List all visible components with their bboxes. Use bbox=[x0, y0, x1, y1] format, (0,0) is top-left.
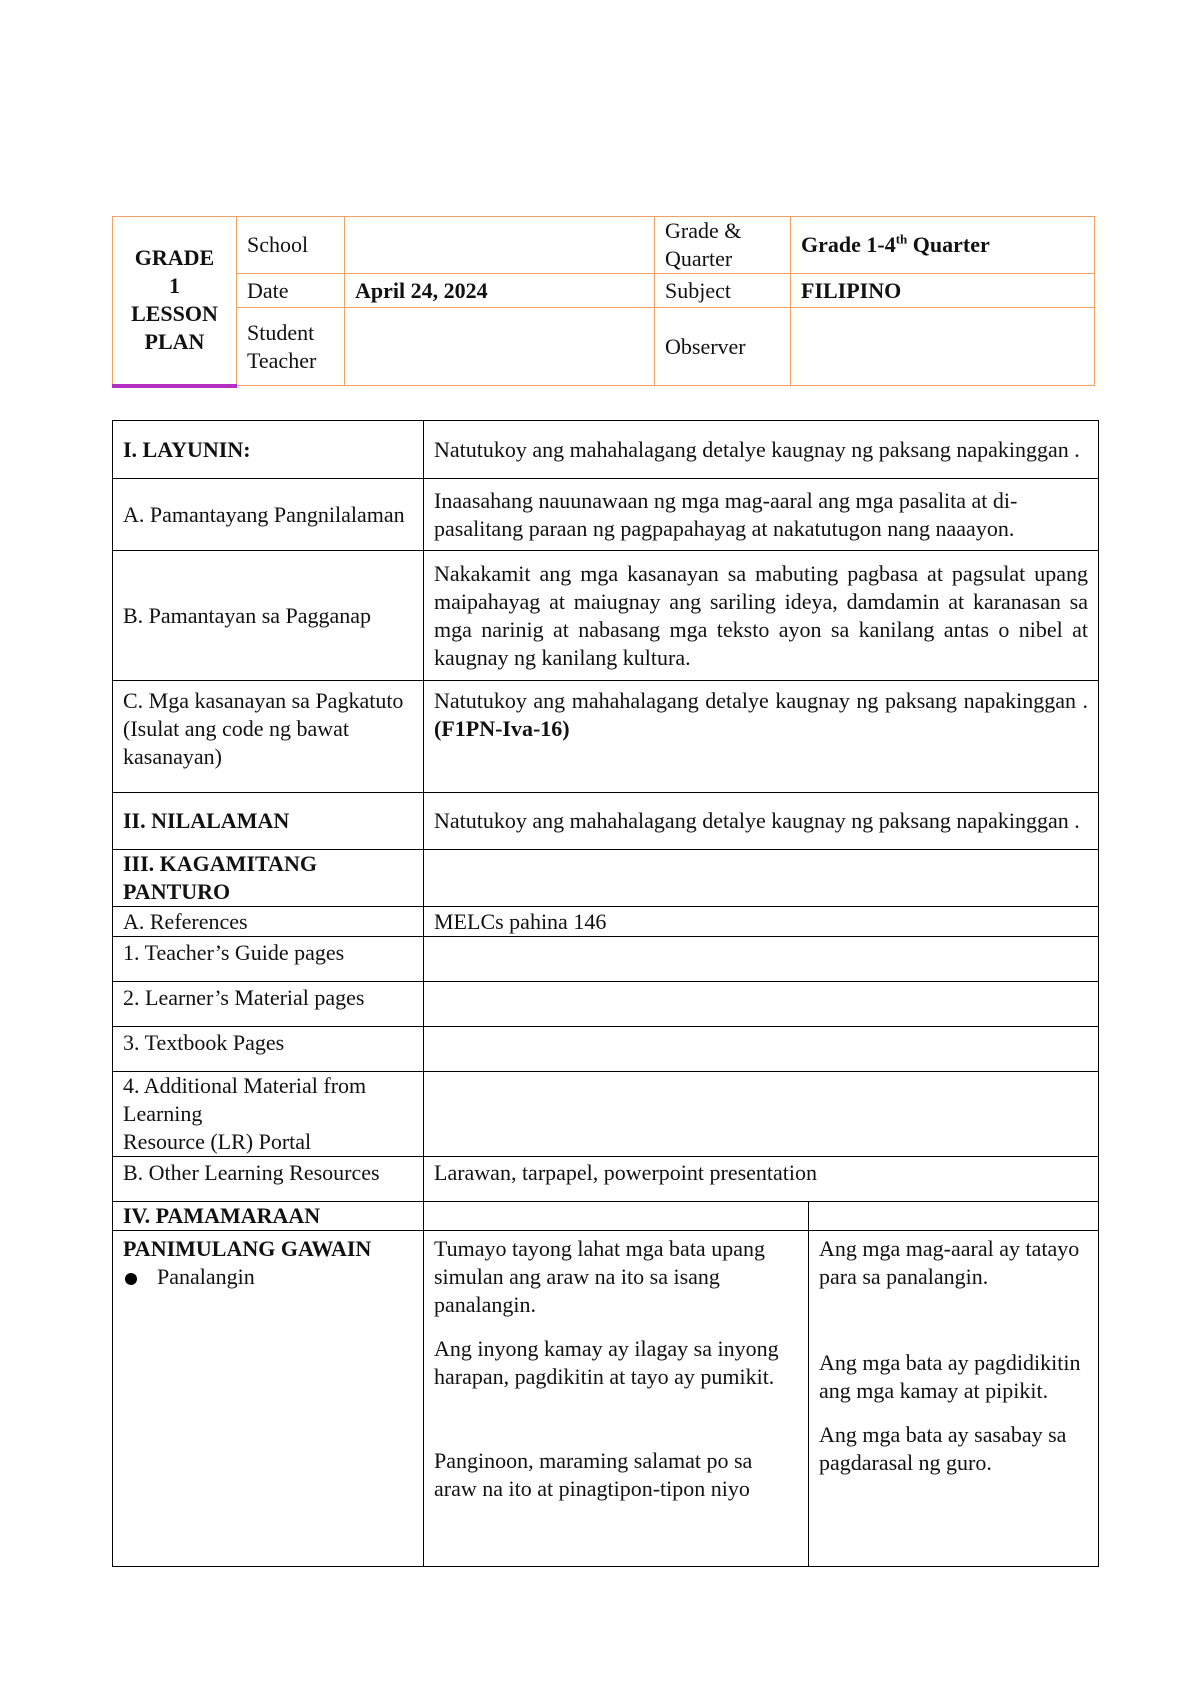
lesson-table bbox=[112, 420, 1099, 1567]
pamantayang-value: Inaasahang nauunawaan ng mga mag-aaral ang mga pasalita at di-pasalitang paraan ng pagpapahayag at nakatutugon nang naaayon. bbox=[424, 479, 1099, 551]
kagamitan-value bbox=[424, 850, 1099, 907]
pamamaraan-student bbox=[809, 1202, 1099, 1231]
observer-label: Observer bbox=[655, 308, 791, 386]
table-row bbox=[113, 907, 1099, 937]
table-row bbox=[113, 681, 1099, 793]
date-value: April 24, 2024 bbox=[345, 274, 655, 308]
school-value bbox=[345, 217, 655, 274]
table-row bbox=[113, 479, 1099, 551]
other-resources-label: B. Other Learning Resources bbox=[113, 1157, 424, 1202]
lesson-plan-title bbox=[113, 217, 237, 386]
table-row bbox=[113, 937, 1099, 982]
pagganap-value: Nakakamit ang mga kasanayan sa mabuting pagbasa at pagsulat upang maipahayag at maiugnay ang sariling ideya, damdamin at karanasan sa mga narinig at nabasang mga teksto ayon sa kanilang antas o nibel at kaugnay ng kanilang kultura. bbox=[424, 551, 1099, 681]
table-row bbox=[113, 850, 1099, 907]
tg-label: 1. Teacher’s Guide pages bbox=[113, 937, 424, 982]
teacher-paragraph: Ang inyong kamay ay ilagay sa inyong harapan, pagdikitin at tayo ay pumikit. bbox=[434, 1336, 779, 1389]
subject-label: Subject bbox=[655, 274, 791, 308]
layunin-value: Natutukoy ang mahahalagang detalye kaugnay ng paksang napakinggan . bbox=[424, 421, 1099, 479]
pamamaraan-teacher bbox=[424, 1202, 809, 1231]
student-paragraph: Ang mga bata ay pagdidikitin ang mga kamay at pipikit. bbox=[819, 1350, 1081, 1403]
table-row bbox=[113, 1072, 1099, 1157]
lr-value bbox=[424, 1072, 1099, 1157]
lm-label: 2. Learner’s Material pages bbox=[113, 982, 424, 1027]
quarter-value: Quarter bbox=[907, 232, 990, 257]
teacher-paragraph: Tumayo tayong lahat mga bata upang simulan ang araw na ito sa isang panalangin. bbox=[434, 1236, 765, 1317]
kagamitan-label: III. KAGAMITANG PANTURO bbox=[113, 850, 424, 907]
teacher-paragraph: Panginoon, maraming salamat po sa araw na ito at pinagtipon-tipon niyo bbox=[434, 1448, 753, 1501]
table-row bbox=[113, 551, 1099, 681]
date-label: Date bbox=[237, 274, 345, 308]
logo-line: LESSON bbox=[131, 301, 218, 327]
ordinal-suffix: th bbox=[895, 231, 908, 247]
other-resources-value: Larawan, tarpapel, powerpoint presentation bbox=[424, 1157, 1099, 1202]
observer-value bbox=[791, 308, 1095, 386]
lr-label-line: Resource (LR) Portal bbox=[123, 1129, 312, 1154]
logo-line: GRADE bbox=[134, 245, 215, 271]
teacher-activity-cell bbox=[424, 1231, 809, 1567]
header-table bbox=[112, 216, 1095, 388]
panalangin-item bbox=[123, 1263, 413, 1291]
lr-label-line: 4. Additional Material from Learning bbox=[123, 1073, 367, 1126]
references-value: MELCs pahina 146 bbox=[424, 907, 1099, 937]
kasanayan-code: (F1PN-Iva-16) bbox=[434, 716, 570, 741]
bullet-icon bbox=[125, 1273, 137, 1285]
table-row bbox=[113, 1027, 1099, 1072]
grade-quarter-value bbox=[791, 217, 1095, 274]
table-row bbox=[113, 421, 1099, 479]
grade-quarter-label: Grade & Quarter bbox=[655, 217, 791, 274]
kasanayan-text: Natutukoy ang mahahalagang detalye kaugnay ng paksang napakinggan . bbox=[434, 688, 1089, 713]
student-teacher-value bbox=[345, 308, 655, 386]
pagganap-label: B. Pamantayan sa Pagganap bbox=[113, 551, 424, 681]
kasanayan-label: C. Mga kasanayan sa Pagkatuto (Isulat ang code ng bawat kasanayan) bbox=[113, 681, 424, 793]
grade-value: Grade 1-4 bbox=[801, 232, 896, 257]
tg-value bbox=[424, 937, 1099, 982]
subject-value: FILIPINO bbox=[791, 274, 1095, 308]
layunin-label: I. LAYUNIN: bbox=[113, 421, 424, 479]
lr-label bbox=[113, 1072, 424, 1157]
nilalaman-value: Natutukoy ang mahahalagang detalye kaugnay ng paksang napakinggan . bbox=[424, 793, 1099, 850]
student-activity-cell bbox=[809, 1231, 1099, 1567]
student-paragraph: Ang mga bata ay sasabay sa pagdarasal ng guro. bbox=[819, 1422, 1067, 1475]
panimula-label: PANIMULANG GAWAIN bbox=[123, 1236, 372, 1261]
student-teacher-label: Student Teacher bbox=[237, 308, 345, 386]
school-label: School bbox=[237, 217, 345, 274]
lm-value bbox=[424, 982, 1099, 1027]
kasanayan-value bbox=[424, 681, 1099, 793]
nilalaman-label: II. NILALAMAN bbox=[113, 793, 424, 850]
textbook-value bbox=[424, 1027, 1099, 1072]
table-row bbox=[113, 793, 1099, 850]
pamamaraan-label: IV. PAMAMARAAN bbox=[113, 1202, 424, 1231]
panalangin-label: Panalangin bbox=[157, 1264, 255, 1289]
logo-line: 1 bbox=[169, 273, 180, 299]
table-row bbox=[113, 982, 1099, 1027]
table-row bbox=[113, 1202, 1099, 1231]
textbook-label: 3. Textbook Pages bbox=[113, 1027, 424, 1072]
table-row bbox=[113, 1157, 1099, 1202]
panimula-cell bbox=[113, 1231, 424, 1567]
references-label: A. References bbox=[113, 907, 424, 937]
student-paragraph: Ang mga mag-aaral ay tatayo para sa panalangin. bbox=[819, 1236, 1080, 1289]
pamantayang-label: A. Pamantayang Pangnilalaman bbox=[113, 479, 424, 551]
table-row bbox=[113, 1231, 1099, 1567]
logo-line: PLAN bbox=[144, 329, 205, 355]
